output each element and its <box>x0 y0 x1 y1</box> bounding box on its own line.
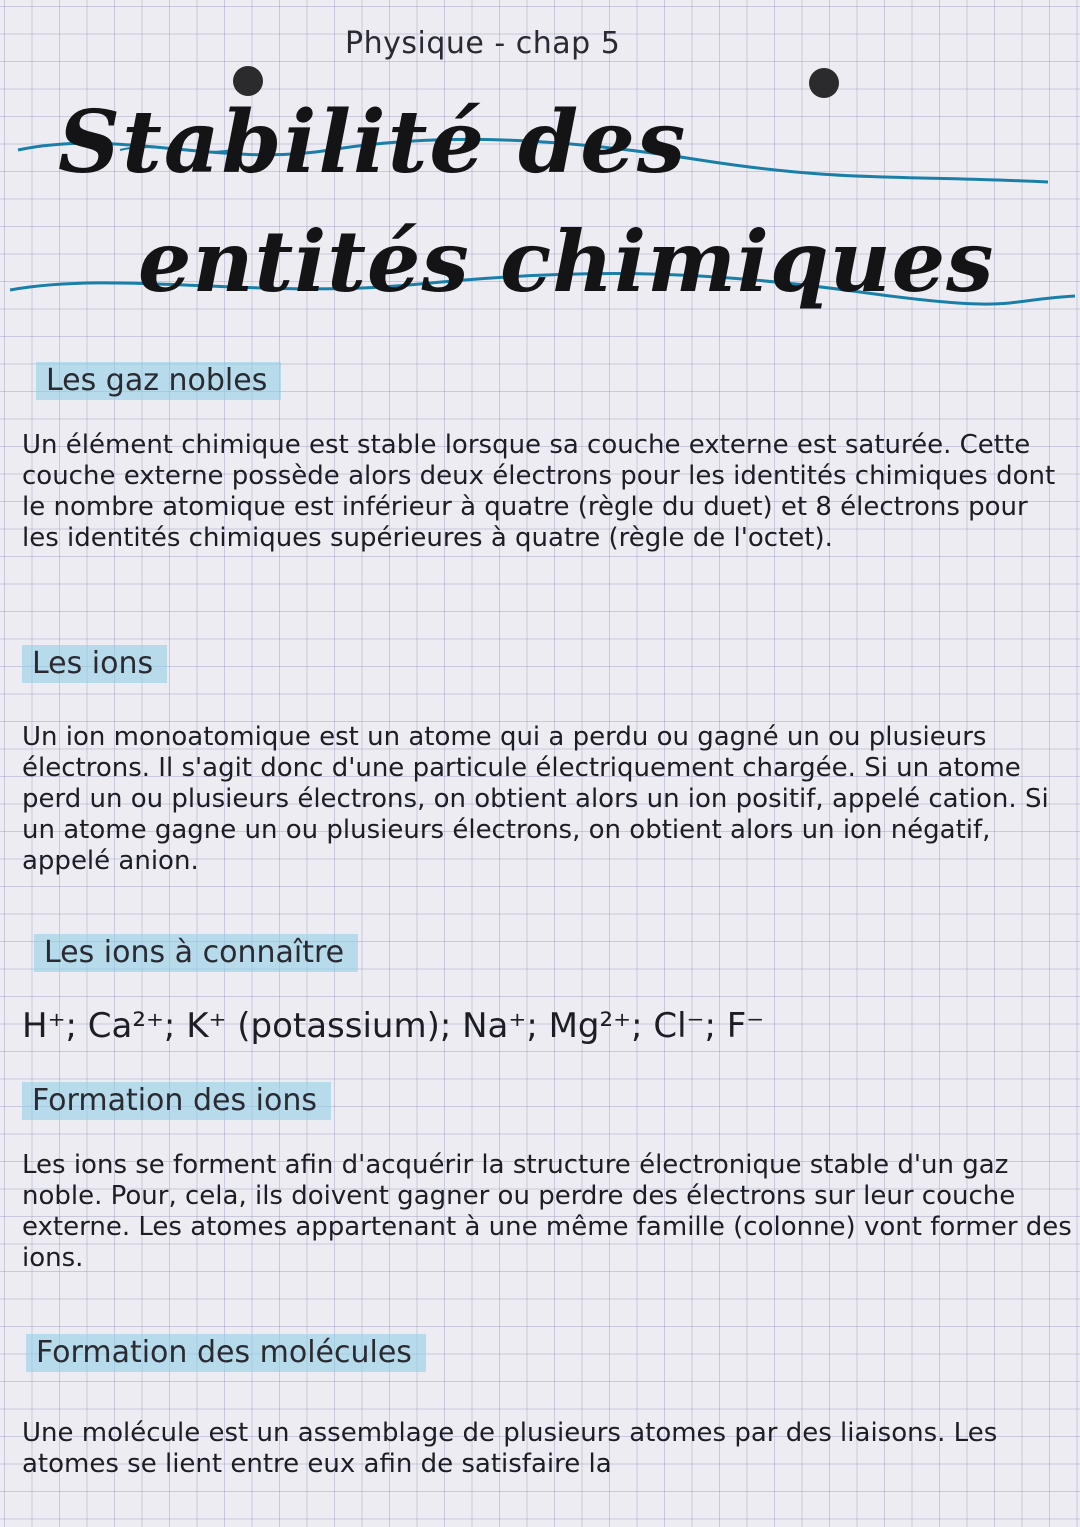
section-heading-ions-a-connaitre: Les ions à connaître <box>34 934 358 972</box>
section-heading-gaz-nobles: Les gaz nobles <box>36 362 281 400</box>
section-text-formation-molecules: Une molécule est un assemblage de plusieurs atomes par des liaisons. Les atomes se lient entre eux afin de satisfaire la <box>22 1418 998 1479</box>
section-heading-formation-ions: Formation des ions <box>22 1082 331 1120</box>
page-title-line-2: entités chimiques <box>138 212 995 311</box>
section-text-formation-ions: Les ions se forment afin d'acquérir la structure électronique stable d'un gaz noble. Pour, cela, ils doivent gagner ou perdre des électrons sur leur couche externe. Les atomes appartenant à une même famille (colonne) vont former des ions. <box>22 1150 1072 1273</box>
ions-list: H⁺; Ca²⁺; K⁺ (potassium); Na⁺; Mg²⁺; Cl⁻; F⁻ <box>22 1006 765 1046</box>
page-title-line-1: Stabilité des <box>58 92 688 193</box>
section-heading-ions: Les ions <box>22 645 167 683</box>
header-note: Physique - chap 5 <box>345 26 621 61</box>
section-text-ions: Un ion monoatomique est un atome qui a perdu ou gagné un ou plusieurs électrons. Il s'agit donc d'une particule électriquement chargée. Si un atome perd un ou plusieurs électrons, on obtient alors un ion positif, appelé cation. Si un atome gagne un ou plusieurs électrons, on obtient alors un ion négatif, appelé anion. <box>22 722 1049 876</box>
section-text-gaz-nobles: Un élément chimique est stable lorsque sa couche externe est saturée. Cette couche externe possède alors deux électrons pour les identités chimiques dont le nombre atomique est inférieur à quatre (règle du duet) et 8 électrons pour les identités chimiques supérieures à quatre (règle de l'octet). <box>22 430 1056 553</box>
section-heading-formation-molecules: Formation des molécules <box>26 1334 426 1372</box>
